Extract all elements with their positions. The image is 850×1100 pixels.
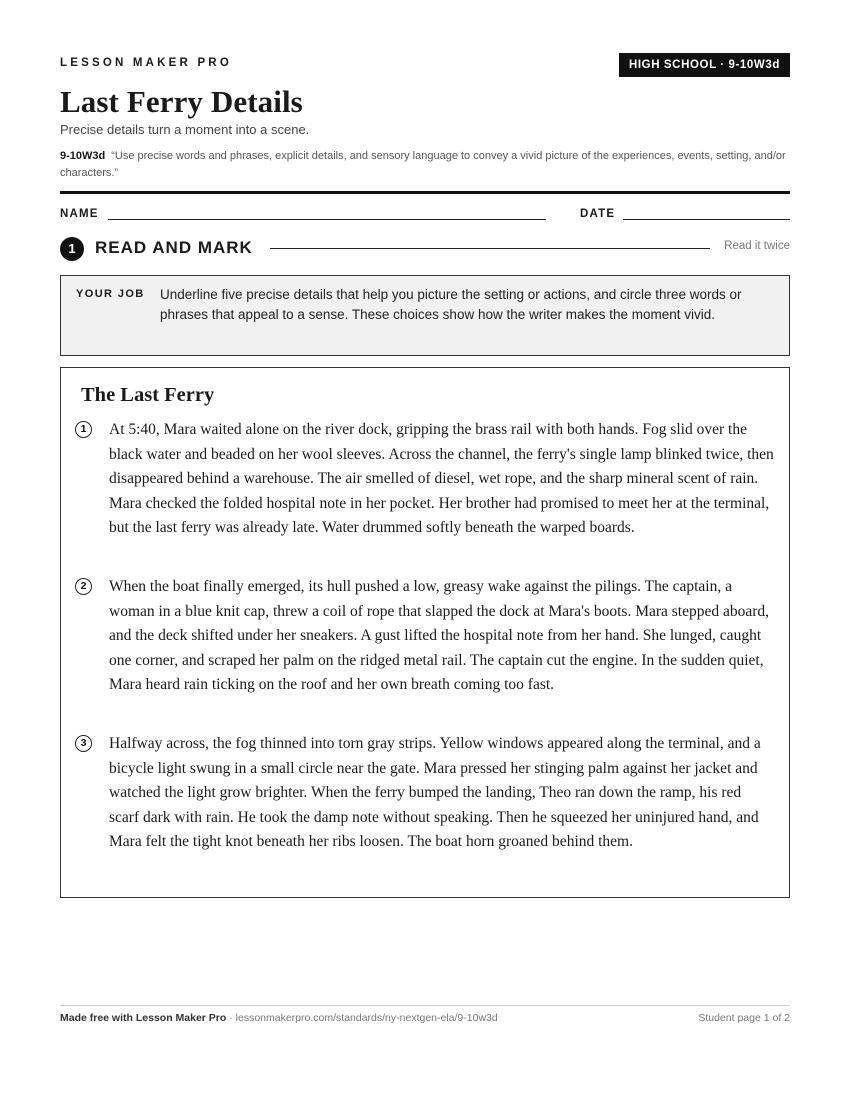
- paragraph-text: When the boat finally emerged, its hull pushed a low, greasy wake against the pilings. The captain, a woman in a blue knit cap, threw a coil of rope that slapped the dock at Mara's boots. Mara stepped aboard, and the deck shifted under her sneakers. A gust lifted the hospital note from her hand. She lunged, caught one corner, and scraped her palm on the ridged metal rail. The captain cut the engine. In the sudden quiet, Mara heard rain ticking on the roof and her own breath coming too fast.: [109, 578, 770, 693]
- paragraph-number: 1: [75, 421, 92, 438]
- standard-statement: [60, 148, 790, 182]
- step-number-badge: 1: [60, 237, 84, 261]
- standard-code: 9-10W3d: [60, 150, 106, 162]
- name-field[interactable]: [108, 219, 546, 220]
- paragraph-number: 3: [75, 735, 92, 752]
- date-field[interactable]: [623, 219, 790, 220]
- name-label: NAME: [60, 208, 99, 220]
- paragraph-number: 2: [75, 578, 92, 595]
- footer-credit: [60, 1012, 498, 1024]
- instructions-label: YOUR JOB: [76, 288, 145, 300]
- page-indicator: Student page 1 of 2: [698, 1012, 790, 1024]
- section-divider: [270, 248, 710, 249]
- instructions-box: [60, 275, 790, 356]
- paragraph-text: At 5:40, Mara waited alone on the river dock, gripping the brass rail with both hands. Fog slid over the black water and beaded on her wool sleeves. Across the channel, the ferry's single lamp blinked twice, then disappeared behind a warehouse. The air smelled of diesel, wet rope, and the sharp mineral scent of rain. Mara checked the folded hospital note in her pocket. Her brother had promised to meet her at the terminal, but the last ferry was already late. Water drummed softly beneath the warped boards.: [109, 421, 774, 536]
- footer-made-with: Made free with Lesson Maker Pro: [60, 1012, 227, 1024]
- level-badge: HIGH SCHOOL · 9-10W3d: [619, 53, 790, 77]
- page-subtitle: Precise details turn a moment into a scene.: [60, 122, 310, 137]
- section-header: [60, 236, 790, 260]
- header-divider: [60, 191, 790, 194]
- date-label: DATE: [580, 208, 616, 220]
- passage-paragraph: [75, 418, 775, 541]
- standard-text: “Use precise words and phrases, explicit details, and sensory language to convey a vivid picture of the experiences, events, setting, and/or characters.”: [60, 150, 786, 179]
- paragraph-text: Halfway across, the fog thinned into torn gray strips. Yellow windows appeared along the terminal, and a bicycle light swung in a small circle near the gate. Mara pressed her stinging palm against her jacket and watched the light grow brighter. When the ferry bumped the landing, Theo ran down the ramp, his red scarf dark with rain. He took the damp note without speaking. Then he squeezed her uninjured hand, and Mara felt the tight knot beneath her ribs loosen. The boat horn groaned behind them.: [109, 735, 761, 850]
- passage-box: [60, 367, 790, 898]
- passage-title: The Last Ferry: [81, 384, 215, 406]
- footer-divider: [60, 1005, 790, 1006]
- instructions-text: Underline five precise details that help you picture the setting or actions, and circle three words or phrases that appeal to a sense. These choices show how the writer makes the moment vivid.: [160, 287, 742, 322]
- footer-url[interactable]: lessonmakerpro.com/standards/ny-nextgen-ela/9-10w3d: [235, 1012, 498, 1024]
- section-note: Read it twice: [724, 240, 790, 252]
- footer-separator: ·: [226, 1012, 236, 1024]
- worksheet-page: [60, 0, 790, 1100]
- passage-paragraph: [75, 732, 775, 855]
- passage-paragraph: [75, 575, 775, 698]
- page-title: Last Ferry Details: [60, 84, 303, 119]
- section-title: READ AND MARK: [95, 238, 253, 257]
- brand-name: LESSON MAKER PRO: [60, 57, 232, 69]
